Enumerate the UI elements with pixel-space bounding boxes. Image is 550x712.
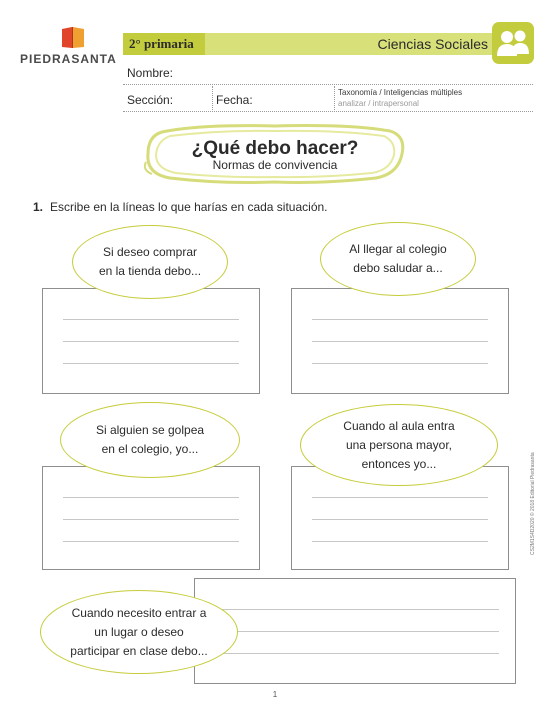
answer-line[interactable] <box>63 519 239 520</box>
situation-bubble: Al llegar al colegio debo saludar a... <box>320 222 476 296</box>
answer-line[interactable] <box>215 609 499 610</box>
section-field-line[interactable] <box>123 111 533 112</box>
date-label: Fecha: <box>216 93 253 107</box>
situation-bubble: Cuando al aula entra una persona mayor, entonces yo... <box>300 404 498 486</box>
answer-line[interactable] <box>312 541 488 542</box>
field-divider <box>212 86 213 110</box>
taxonomy-label: Taxonomía / Inteligencias múltiples <box>338 88 463 97</box>
page-title: ¿Qué debo hacer? <box>191 138 359 159</box>
answer-line[interactable] <box>312 519 488 520</box>
publisher-logo-text: PIEDRASANTA <box>20 52 117 66</box>
page-subtitle: Normas de convivencia <box>212 158 338 172</box>
side-code: CS2M1S4D2020 © 2018 Editorial Piedrasanta <box>530 452 536 555</box>
section-label: Sección: <box>127 93 174 107</box>
name-field-line[interactable] <box>123 84 533 85</box>
situation-bubble: Si alguien se golpea en el colegio, yo... <box>60 402 240 478</box>
answer-box[interactable] <box>42 466 260 570</box>
answer-line[interactable] <box>215 653 499 654</box>
answer-line[interactable] <box>63 341 239 342</box>
piedrasanta-logo-icon <box>60 26 86 50</box>
answer-line[interactable] <box>63 363 239 364</box>
answer-box[interactable] <box>291 288 509 394</box>
instruction-text: Escribe en la líneas lo que harías en cada situación. <box>50 200 328 214</box>
subject-label: Ciencias Sociales <box>377 36 488 52</box>
answer-box[interactable] <box>42 288 260 394</box>
answer-line[interactable] <box>312 341 488 342</box>
answer-line[interactable] <box>63 319 239 320</box>
field-divider <box>334 86 335 110</box>
answer-line[interactable] <box>312 319 488 320</box>
grade-label: 2° primaria <box>129 36 194 51</box>
page-number: 1 <box>272 690 278 699</box>
answer-line[interactable] <box>312 363 488 364</box>
instruction-number: 1. <box>33 200 44 214</box>
situation-bubble: Cuando necesito entrar a un lugar o deseo participar en clase debo... <box>40 590 238 674</box>
answer-line[interactable] <box>312 497 488 498</box>
situation-bubble: Si deseo comprar en la tienda debo... <box>72 225 228 299</box>
people-icon <box>492 22 534 64</box>
answer-line[interactable] <box>215 631 499 632</box>
answer-line[interactable] <box>63 497 239 498</box>
name-label: Nombre: <box>127 66 174 80</box>
answer-box[interactable] <box>194 578 516 684</box>
answer-line[interactable] <box>63 541 239 542</box>
taxonomy-value: analizar / intrapersonal <box>338 99 419 108</box>
